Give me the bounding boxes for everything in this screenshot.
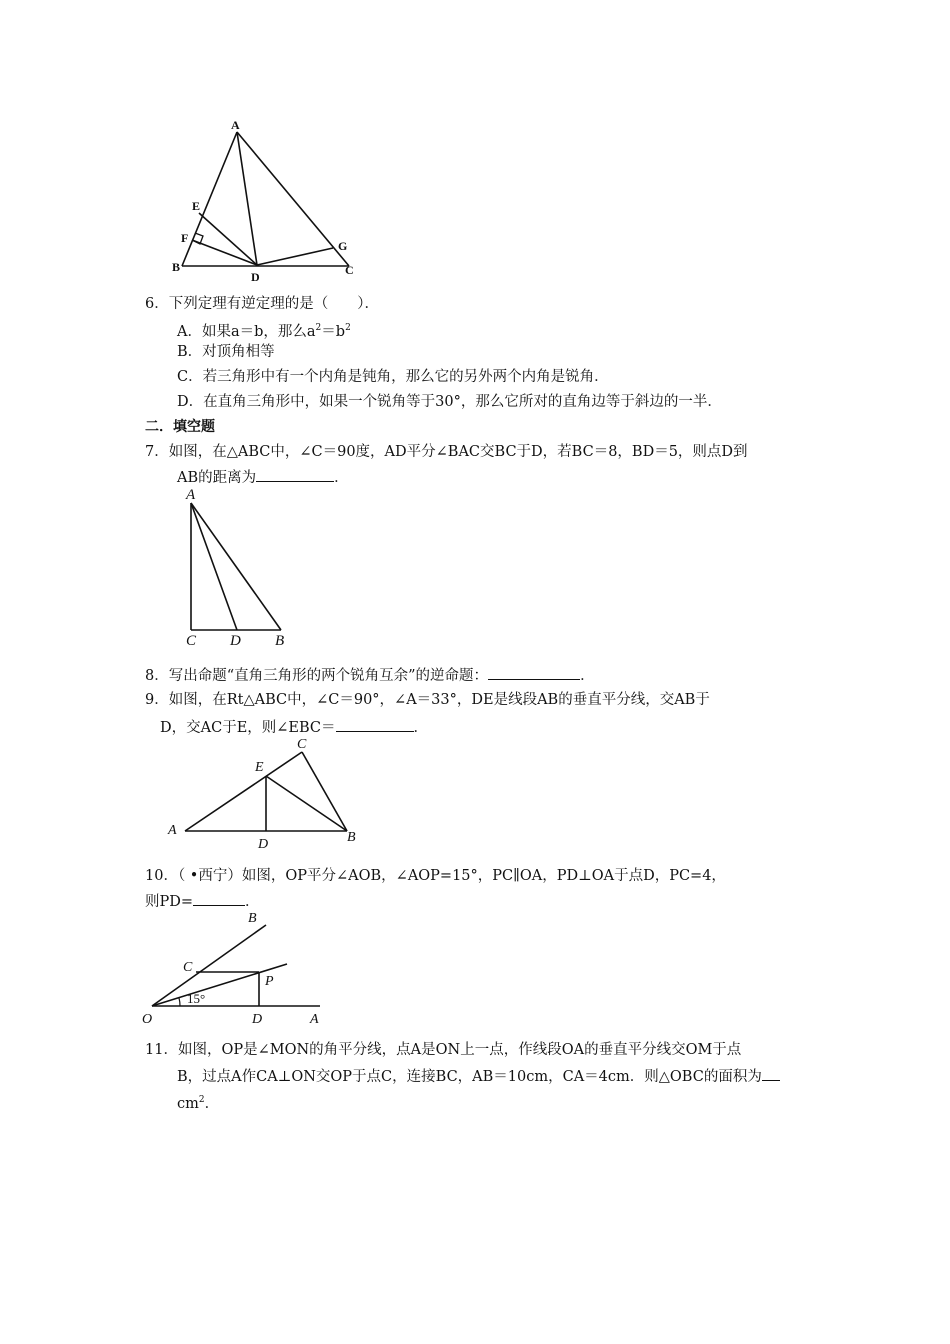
q11-line2-text: B，过点A作CA⊥ON交OP于点C，连接BC，AB＝10cm，CA＝4cm．则△OBC的面积为 [177,1069,762,1085]
q8-end: ． [580,668,595,684]
q9-line1: 9．如图，在Rt△ABC中，∠C＝90°，∠A＝33°，DE是线段AB的垂直平分线，交AB于 [145,692,710,708]
q10-line2-text: 则PD= [145,894,194,910]
q11-line1: 11．如图，OP是∠MON的角平分线，点A是ON上一点，作线段OA的垂直平分线交OM于点 [145,1042,742,1058]
q6-option-a-sup1: 2 [315,323,322,333]
q11-unit-sup: 2 [198,1095,205,1105]
q9-line2-text: D，交AC于E，则∠EBC＝ [160,720,336,736]
fig10-label-b: B [248,911,257,926]
q7-line2-end: ． [334,470,349,486]
q7-line2-text: AB的距离为 [177,470,257,486]
q6-option-a-mid: ＝b [321,323,346,340]
q6-stem: 6．下列定理有逆定理的是（ ）． [145,296,379,312]
fig6-label-e: E [192,199,201,213]
fig10-angle-label: 15° [187,991,206,1006]
fig10-label-o: O [142,1012,153,1027]
fig9-label-d: D [258,837,269,852]
fig7-label-a: A [186,487,196,503]
q10-line2-end: ． [245,894,260,910]
q8-text: 8．写出命题“直角三角形的两个锐角互余”的逆命题： [145,668,489,684]
fig10-label-d: D [252,1012,263,1027]
fig9-label-a: A [168,823,177,838]
q11-unit: cm [177,1095,199,1112]
q11-answer-blank[interactable] [762,1066,780,1081]
fig10-label-c: C [183,960,193,975]
section-fill-in-heading: 二．填空题 [145,419,215,435]
fig7-label-d: D [230,633,241,649]
fig7-label-b: B [275,633,285,649]
q6-option-d: D．在直角三角形中，如果一个锐角等于30°，那么它所对的直角边等于斜边的一半． [177,394,722,410]
q11-line2 [177,1066,780,1087]
fig6-label-g: G [338,239,348,253]
fig10-label-p: P [265,974,274,989]
fig9-label-c: C [297,737,307,752]
fig10-label-a: A [310,1012,319,1027]
fig6-label-c: C [345,263,354,277]
q6-option-a-sup2: 2 [345,323,351,333]
fig7-label-c: C [186,633,197,649]
q6-option-b: B．对顶角相等 [177,344,275,360]
q10-line1: 10．（ •西宁）如图，OP平分∠AOB，∠AOP=15°，PC∥OA，PD⊥OA于点D，PC=4， [145,868,726,884]
q6-option-c: C．若三角形中有一个内角是钝角，那么它的另外两个内角是锐角． [177,369,609,385]
q6-option-a-pre: A．如果a＝b，那么a [177,323,316,340]
fig6-label-b: B [172,260,181,274]
fig9-label-e: E [255,760,264,775]
q9-line2-end: ． [413,720,429,736]
q7-line1: 7．如图，在△ABC中，∠C＝90度，AD平分∠BAC交BC于D，若BC＝8，BD＝5，则点D到 [145,444,748,460]
fig9-label-b: B [347,830,356,845]
q11-line3 [177,1090,219,1114]
fig6-label-f: F [181,231,189,245]
fig6-label-a: A [231,118,240,132]
q11-end: ． [204,1095,220,1112]
fig6-label-d: D [251,270,260,284]
